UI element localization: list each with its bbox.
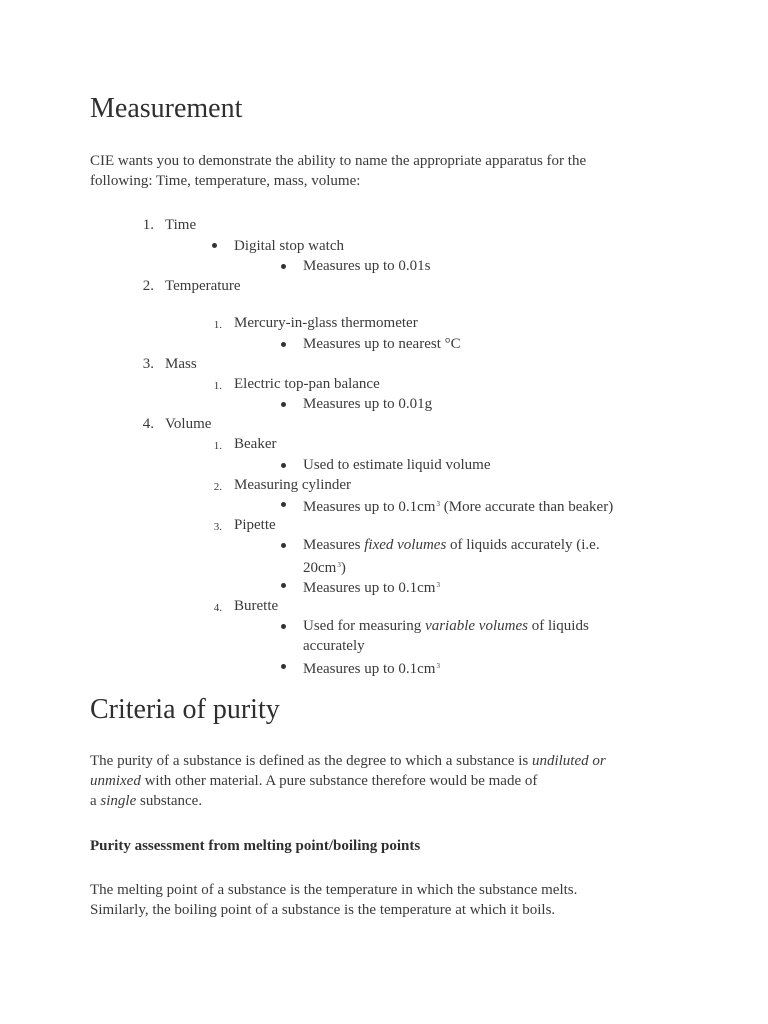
- list-number: 3.: [142, 356, 154, 372]
- detail-text: Measures up to 0.01s: [303, 258, 431, 274]
- list-item-temperature: Temperature: [165, 278, 241, 294]
- detail-text: Measures up to $0.1cm^3$: [303, 661, 440, 677]
- detail-text-continued: accurately: [303, 638, 365, 654]
- detail-text-continued: $20cm^3$): [303, 560, 346, 576]
- list-number: 4.: [142, 416, 154, 432]
- purity-paragraph-line-1: The purity of a substance is defined as the degree to which a substance is undiluted or: [90, 753, 606, 769]
- detail-text: Used to estimate liquid volume: [303, 457, 491, 473]
- sub-item-label: Measuring cylinder: [234, 477, 352, 493]
- bullet-icon: [212, 243, 217, 248]
- sub-list-number: 4.: [213, 602, 222, 614]
- sub-list-number: 1.: [213, 380, 222, 392]
- section-heading-criteria-of-purity: Criteria of purity: [90, 694, 280, 725]
- section-heading-measurement: Measurement: [90, 93, 243, 124]
- detail-text: Used for measuring variable volumes of liquids: [303, 618, 589, 634]
- list-item-volume: Volume: [165, 416, 212, 432]
- sub-list-number: 2.: [213, 481, 222, 493]
- bullet-icon: [281, 624, 286, 629]
- bullet-icon: [281, 664, 286, 669]
- detail-text: Measures up to nearest °C: [303, 336, 461, 352]
- detail-text: Measures up to 0.01g: [303, 396, 433, 412]
- sub-item-label: Pipette: [234, 517, 276, 533]
- list-number: 2.: [142, 278, 154, 294]
- bullet-icon: [281, 402, 286, 407]
- bullet-icon: [281, 502, 286, 507]
- intro-text-line-2: following: Time, temperature, mass, volume:: [90, 173, 361, 189]
- sub-item-label: Beaker: [234, 436, 277, 452]
- bullet-icon: [281, 342, 286, 347]
- list-item-mass: Mass: [165, 356, 197, 372]
- sub-item-label: Electric top-pan balance: [234, 376, 380, 392]
- bullet-icon: [281, 583, 286, 588]
- detail-text: Measures up to $0.1cm^3$ (More accurate than beaker): [303, 499, 614, 515]
- sub-item-label: Digital stop watch: [234, 238, 344, 254]
- purity-paragraph-line-3: a single substance.: [90, 793, 203, 809]
- purity-subheading: Purity assessment from melting point/boiling points: [90, 838, 421, 854]
- intro-text-line-1: CIE wants you to demonstrate the ability to name the appropriate apparatus for the: [90, 153, 587, 169]
- list-number: 1.: [142, 217, 154, 233]
- sub-list-number: 3.: [213, 521, 222, 533]
- detail-text: Measures fixed volumes of liquids accurately (i.e.: [303, 537, 600, 553]
- melting-point-paragraph-line-2: Similarly, the boiling point of a substance is the temperature at which it boils.: [90, 902, 556, 918]
- sub-list-number: 1.: [213, 319, 222, 331]
- sub-item-label: Mercury-in-glass thermometer: [234, 315, 418, 331]
- bullet-icon: [281, 264, 286, 269]
- detail-text: Measures up to $0.1cm^3$: [303, 580, 440, 596]
- bullet-icon: [281, 543, 286, 548]
- bullet-icon: [281, 463, 286, 468]
- sub-item-label: Burette: [234, 598, 279, 614]
- melting-point-paragraph-line-1: The melting point of a substance is the temperature in which the substance melts.: [90, 882, 578, 898]
- purity-paragraph-line-2: unmixed with other material. A pure substance therefore would be made of: [90, 773, 538, 789]
- sub-list-number: 1.: [213, 440, 222, 452]
- list-item-time: Time: [165, 217, 197, 233]
